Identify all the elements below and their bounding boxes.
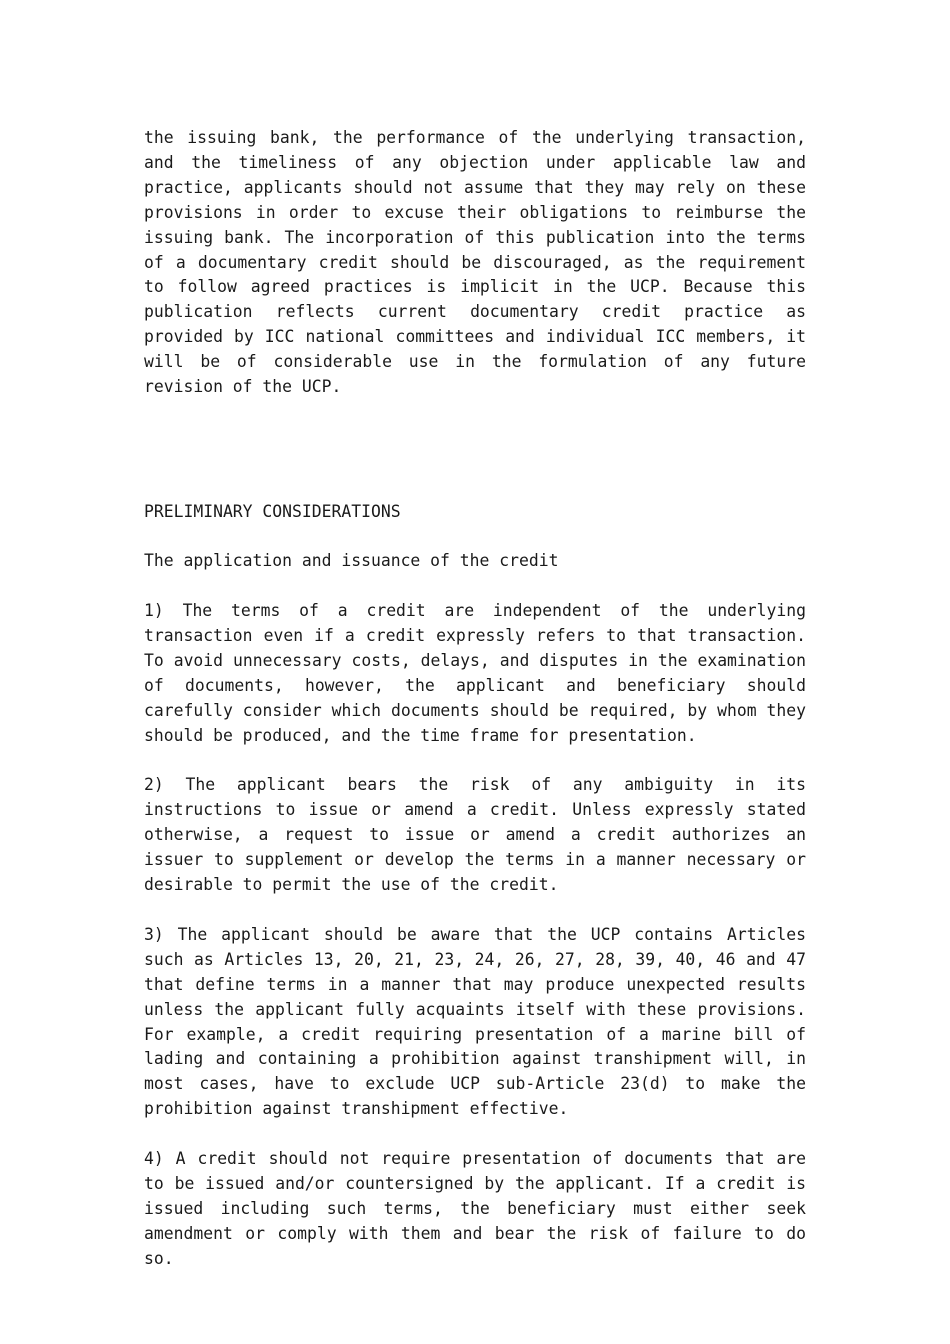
- section-spacer: [144, 400, 806, 475]
- numbered-paragraph-1: 1) The terms of a credit are independent of the underlying transaction even if a credit expressly refers to that transaction. To avoid unnecessary costs, delays, and disputes in the examination of documents, however, the applicant and beneficiary should carefully consider which documents should be required, by whom they should be produced, and the time frame for presentation.: [144, 601, 806, 745]
- heading-spacer: [144, 524, 806, 549]
- numbered-paragraph-4: 4) A credit should not require presentation of documents that are to be issued and/or countersigned by the applicant. If a credit is issued including such terms, the beneficiary must either seek amendment or comply with them and bear the risk of failure to do so.: [144, 1149, 806, 1268]
- paragraph-spacer: [144, 574, 806, 599]
- subsection-heading: The application and issuance of the credit: [144, 551, 559, 571]
- intro-paragraph: the issuing bank, the performance of the underlying transaction, and the timeliness of any objection under applicable law and practice, applicants should not assume that they may rely on these provisions in order to excuse their obligations to reimburse the issuing bank. The incorporation of this publication into the terms of a documentary credit should be discouraged, as the requirement to follow agreed practices is implicit in the UCP. Because this publication reflects current documentary credit practice as provided by ICC national committees and individual ICC members, it will be of considerable use in the formulation of any future revision of the UCP.: [144, 128, 806, 397]
- paragraph-spacer: [144, 749, 806, 774]
- paragraph-spacer: [144, 1122, 806, 1147]
- paragraph-spacer: [144, 898, 806, 923]
- numbered-paragraph-3: 3) The applicant should be aware that the UCP contains Articles such as Articles 13, 20, 21, 23, 24, 26, 27, 28, 39, 40, 46 and 47 that define terms in a manner that may produce unexpected results unless the applicant fully acquaints itself with these provisions. For example, a credit requiring presentation of a marine bill of lading and containing a prohibition against transhipment will, in most cases, have to exclude UCP sub-Article 23(d) to make the prohibition against transhipment effective.: [144, 924, 806, 1119]
- section-heading: PRELIMINARY CONSIDERATIONS: [144, 501, 401, 521]
- document-body: [144, 126, 806, 1272]
- section-spacer-extra: [144, 475, 806, 500]
- numbered-paragraph-2: 2) The applicant bears the risk of any ambiguity in its instructions to issue or amend a credit. Unless expressly stated otherwise, a request to issue or amend a credit authorizes an issuer to supplement or develop the terms in a manner necessary or desirable to permit the use of the credit.: [144, 775, 806, 895]
